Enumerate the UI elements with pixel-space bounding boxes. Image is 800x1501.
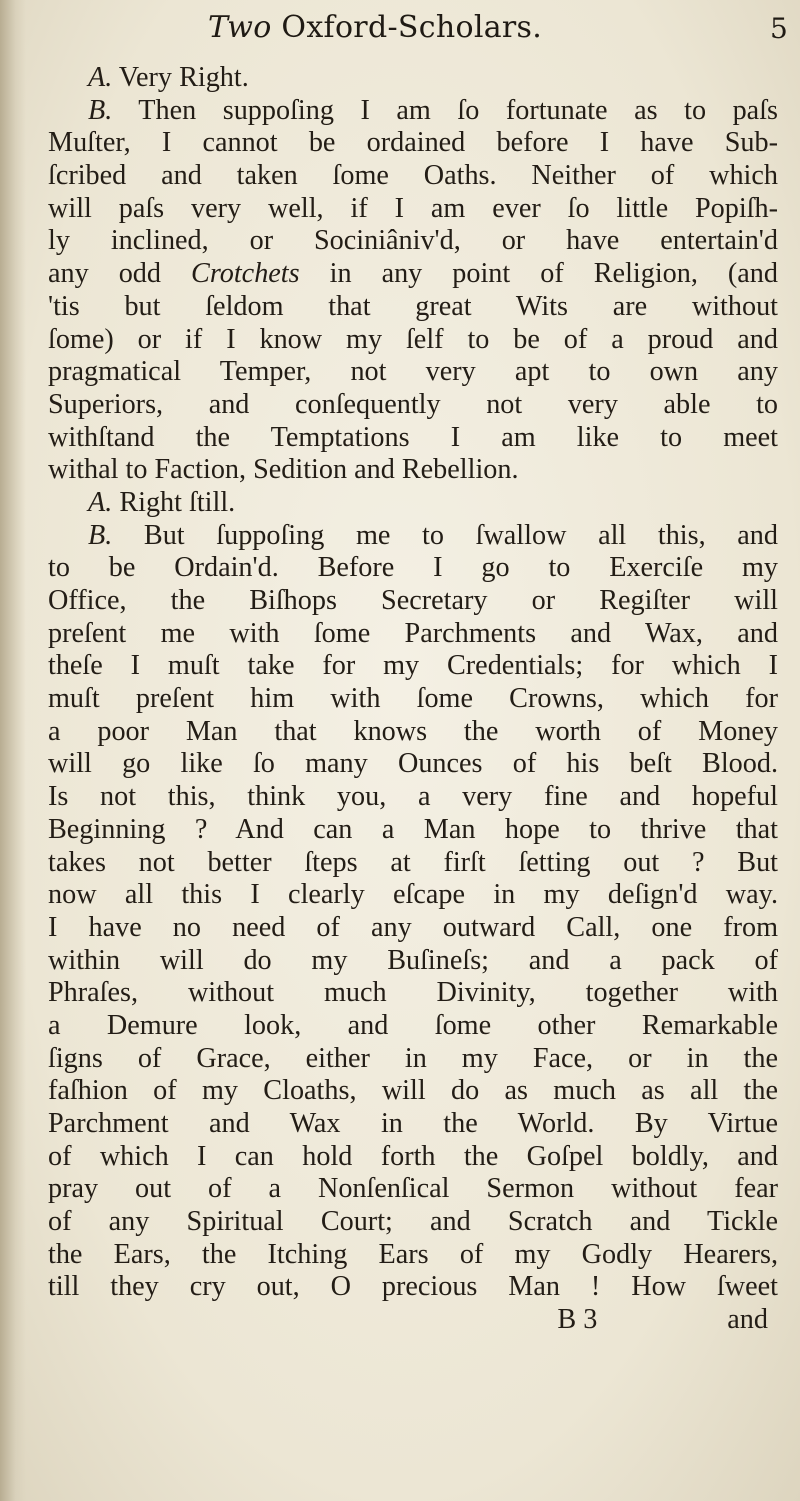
text-line: theſe I muſt take for my Credentials; for which I <box>48 650 778 682</box>
text-line: of which I can hold forth the Goſpel boldly, and <box>48 1140 778 1172</box>
text-line: pray out of a Nonſenſical Sermon without fear <box>48 1173 778 1205</box>
page-number: 5 <box>770 12 788 45</box>
page-header <box>0 10 800 54</box>
text-line: ſome) or if I know my ſelf to be of a proud and <box>48 323 778 355</box>
text-line: withſtand the Temptations I am like to meet <box>48 421 778 453</box>
text-line: a poor Man that knows the worth of Money <box>48 715 778 747</box>
text-line: a Demure look, and ſome other Remarkable <box>48 1009 778 1041</box>
text-line: of any Spiritual Court; and Scratch and Tickle <box>48 1206 778 1238</box>
text-line: Beginning ? And can a Man hope to thrive that <box>48 813 778 845</box>
text-line: A. Right ſtill. <box>88 486 236 518</box>
running-title-rest: Oxford-Scholars. <box>271 10 543 45</box>
text-line: A. Very Right. <box>88 62 249 93</box>
text-line: will paſs very well, if I am ever ſo little Popiſh- <box>48 192 778 224</box>
text-line: I have no need of any outward Call, one from <box>48 911 778 943</box>
page-footer <box>48 1304 778 1337</box>
text-line: ſcribed and taken ſome Oaths. Neither of which <box>48 160 778 192</box>
text-line: within will do my Buſineſs; and a pack of <box>48 944 778 976</box>
text-line: preſent me with ſome Parchments and Wax, and <box>48 617 778 649</box>
text-line: till they cry out, O precious Man ! How ſweet <box>48 1271 778 1303</box>
text-line: to be Ordain'd. Before I go to Exerciſe my <box>48 552 778 584</box>
text-line: ly inclined, or Sociniâniv'd, or have entertain'd <box>48 225 778 257</box>
text-line: faſhion of my Cloaths, will do as much as all the <box>48 1075 778 1107</box>
text-line: withal to Faction, Sedition and Rebellion. <box>48 454 519 486</box>
body-text <box>48 62 778 1337</box>
text-line: will go like ſo many Ounces of his beſt Blood. <box>48 748 778 780</box>
text-line: Office, the Biſhops Secretary or Regiſter will <box>48 585 778 616</box>
catchword: and <box>727 1304 768 1336</box>
binding-gutter-shadow <box>0 0 26 1501</box>
text-line: 'tis but ſeldom that great Wits are without <box>48 290 778 322</box>
signature-mark: B 3 <box>557 1304 598 1336</box>
text-line: ſigns of Grace, either in my Face, or in the <box>48 1042 778 1074</box>
text-line: the Ears, the Itching Ears of my Godly Hearers, <box>48 1238 778 1270</box>
text-line: B. Then suppoſing I am ſo fortunate as to paſs <box>88 94 778 126</box>
text-line: Superiors, and conſequently not very able to <box>48 388 778 420</box>
text-line: Parchment and Wax in the World. By Virtue <box>48 1108 778 1139</box>
text-line: muſt preſent him with ſome Crowns, which for <box>48 683 778 715</box>
running-title <box>208 10 542 45</box>
text-line: now all this I clearly eſcape in my deſign'd way. <box>48 879 778 911</box>
text-line: takes not better ſteps at firſt ſetting out ? But <box>48 846 778 878</box>
text-line: Phraſes, without much Divinity, together with <box>48 977 778 1009</box>
text-line: any odd Crotchets in any point of Religion, (and <box>48 258 778 290</box>
running-title-italic: Two <box>208 10 272 45</box>
text-line: pragmatical Temper, not very apt to own any <box>48 356 778 388</box>
text-line: Muſter, I cannot be ordained before I have Sub- <box>48 127 778 159</box>
text-line: B. But ſuppoſing me to ſwallow all this, and <box>88 519 778 551</box>
text-line: Is not this, think you, a very fine and hopeful <box>48 781 778 813</box>
